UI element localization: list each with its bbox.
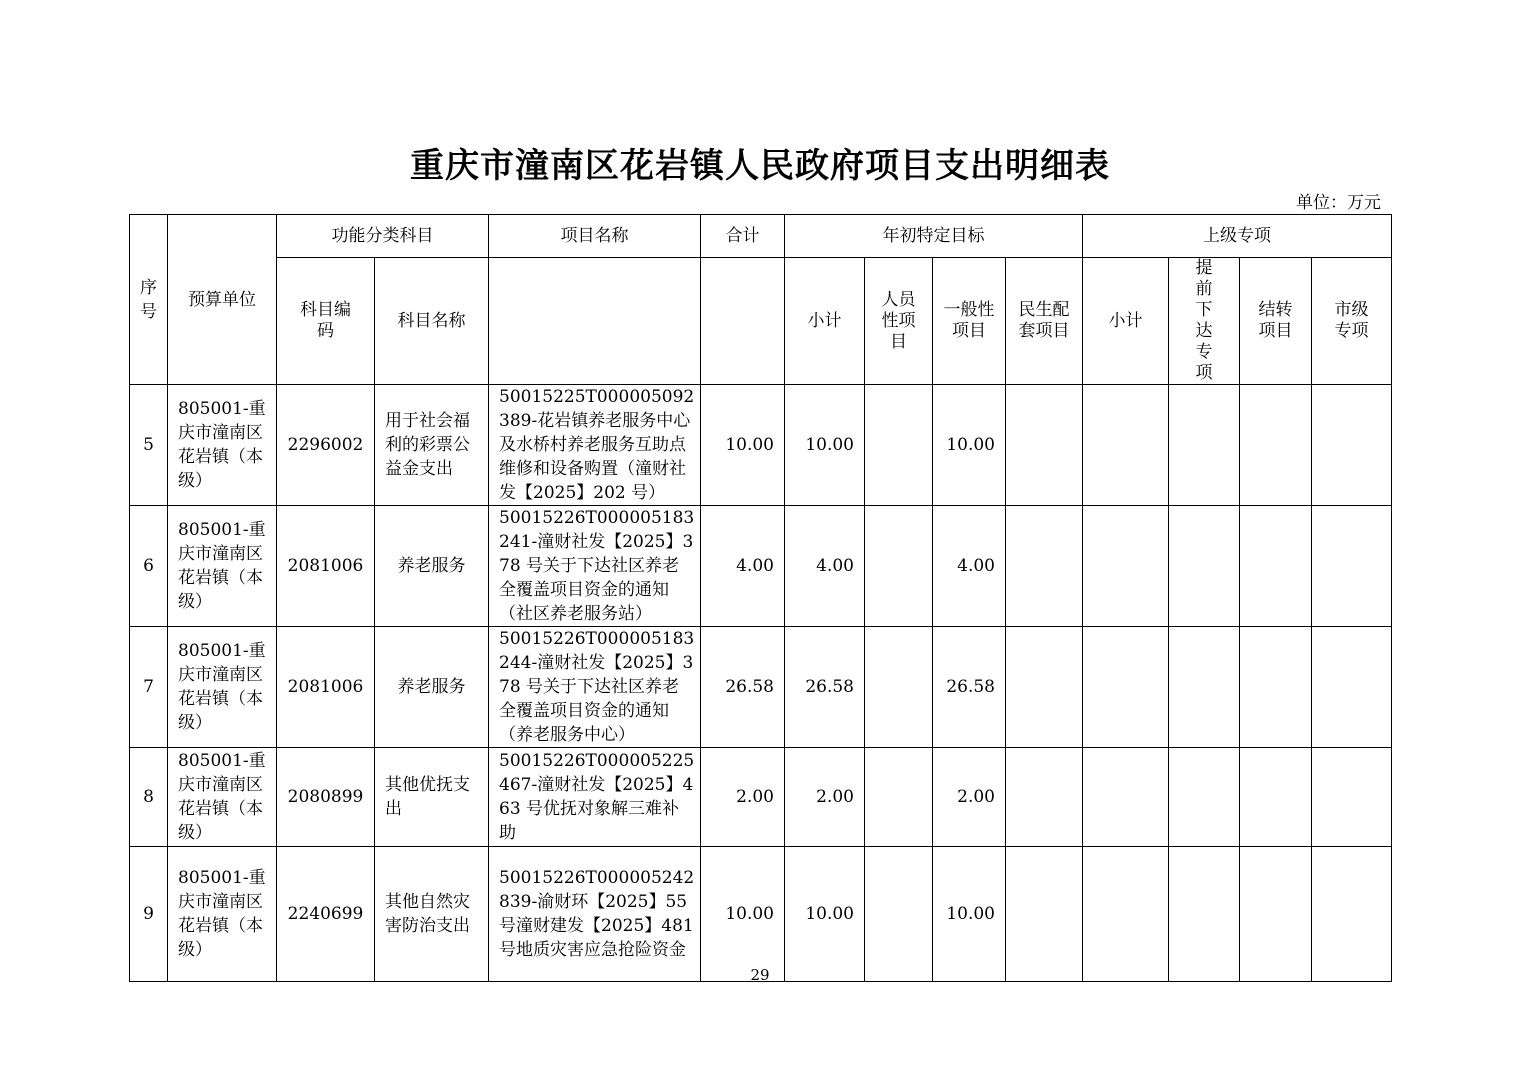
- cell-subject-code: 2240699: [277, 847, 375, 982]
- cell-sup-subtotal: [1083, 748, 1169, 847]
- cell-project-name: 50015225T000005092389-花岩镇养老服务中心及水桥村养老服务互助点维修和设备购置（潼财社发【2025】202 号）: [489, 385, 701, 506]
- cell-advance: [1169, 506, 1240, 627]
- cell-total: 4.00: [701, 506, 785, 627]
- cell-subject-code: 2081006: [277, 506, 375, 627]
- cell-subject-name: 养老服务: [375, 627, 489, 748]
- cell-seq: 7: [130, 627, 168, 748]
- cell-city: [1312, 748, 1392, 847]
- cell-sup-subtotal: [1083, 385, 1169, 506]
- cell-subject-name: 养老服务: [375, 506, 489, 627]
- cell-city: [1312, 506, 1392, 627]
- cell-project-name: 50015226T000005183241-潼财社发【2025】378 号关于下达社区养老全覆盖项目资金的通知（社区养老服务站）: [489, 506, 701, 627]
- header-subject-name: 科目名称: [375, 258, 489, 385]
- cell-city: [1312, 847, 1392, 982]
- cell-sup-subtotal: [1083, 506, 1169, 627]
- cell-advance: [1169, 627, 1240, 748]
- cell-livelihood: [1006, 385, 1083, 506]
- header-total-blank: [701, 258, 785, 385]
- cell-project-name: 50015226T000005225467-潼财社发【2025】463 号优抚对象解三难补助: [489, 748, 701, 847]
- unit-label: 单位：万元: [1296, 193, 1381, 213]
- cell-sup-subtotal: [1083, 847, 1169, 982]
- header-general: 一般性项目: [933, 258, 1006, 385]
- cell-personnel: [865, 748, 933, 847]
- header-personnel: 人员性项目: [865, 258, 933, 385]
- header-sup-subtotal: 小计: [1083, 258, 1169, 385]
- cell-budget-unit: 805001-重庆市潼南区花岩镇（本级）: [168, 506, 277, 627]
- table-row: [130, 847, 1392, 982]
- cell-seq: 8: [130, 748, 168, 847]
- cell-general: 26.58: [933, 627, 1006, 748]
- header-func-group: 功能分类科目: [277, 215, 489, 258]
- cell-livelihood: [1006, 506, 1083, 627]
- cell-carryover: [1240, 385, 1312, 506]
- cell-project-name: 50015226T000005242839-渝财环【2025】55 号潼财建发【2025】481 号地质灾害应急抢险资金: [489, 847, 701, 982]
- cell-carryover: [1240, 748, 1312, 847]
- cell-general: 10.00: [933, 847, 1006, 982]
- header-annual-subtotal: 小计: [785, 258, 865, 385]
- cell-subject-name: 其他自然灾害防治支出: [375, 847, 489, 982]
- cell-seq: 5: [130, 385, 168, 506]
- header-project-name: 项目名称: [489, 215, 701, 258]
- cell-carryover: [1240, 847, 1312, 982]
- table-row: [130, 627, 1392, 748]
- table-row: [130, 748, 1392, 847]
- page-title: 重庆市潼南区花岩镇人民政府项目支出明细表: [410, 146, 1110, 186]
- cell-subject-code: 2296002: [277, 385, 375, 506]
- header-row-2: [130, 258, 1392, 385]
- cell-general: 4.00: [933, 506, 1006, 627]
- cell-city: [1312, 627, 1392, 748]
- cell-personnel: [865, 847, 933, 982]
- cell-advance: [1169, 385, 1240, 506]
- cell-annual-subtotal: 10.00: [785, 385, 865, 506]
- cell-livelihood: [1006, 627, 1083, 748]
- cell-annual-subtotal: 2.00: [785, 748, 865, 847]
- cell-total: 10.00: [701, 847, 785, 982]
- cell-project-name: 50015226T000005183244-潼财社发【2025】378 号关于下达社区养老全覆盖项目资金的通知（养老服务中心）: [489, 627, 701, 748]
- header-seq: 序号: [130, 215, 168, 385]
- cell-carryover: [1240, 506, 1312, 627]
- header-total: 合计: [701, 215, 785, 258]
- cell-budget-unit: 805001-重庆市潼南区花岩镇（本级）: [168, 627, 277, 748]
- cell-livelihood: [1006, 847, 1083, 982]
- cell-carryover: [1240, 627, 1312, 748]
- cell-personnel: [865, 627, 933, 748]
- cell-livelihood: [1006, 748, 1083, 847]
- cell-subject-code: 2081006: [277, 627, 375, 748]
- cell-personnel: [865, 506, 933, 627]
- page-number: 29: [750, 966, 770, 984]
- header-superior-group: 上级专项: [1083, 215, 1392, 258]
- cell-subject-name: 其他优抚支出: [375, 748, 489, 847]
- cell-budget-unit: 805001-重庆市潼南区花岩镇（本级）: [168, 748, 277, 847]
- cell-budget-unit: 805001-重庆市潼南区花岩镇（本级）: [168, 385, 277, 506]
- cell-budget-unit: 805001-重庆市潼南区花岩镇（本级）: [168, 847, 277, 982]
- cell-seq: 6: [130, 506, 168, 627]
- cell-general: 2.00: [933, 748, 1006, 847]
- cell-personnel: [865, 385, 933, 506]
- header-row-1: [130, 215, 1392, 258]
- header-subject-code: 科目编码: [277, 258, 375, 385]
- table-row: [130, 506, 1392, 627]
- cell-subject-code: 2080899: [277, 748, 375, 847]
- cell-general: 10.00: [933, 385, 1006, 506]
- cell-city: [1312, 385, 1392, 506]
- cell-sup-subtotal: [1083, 627, 1169, 748]
- header-city: 市级专项: [1312, 258, 1392, 385]
- project-expense-table: [129, 214, 1392, 982]
- cell-annual-subtotal: 10.00: [785, 847, 865, 982]
- cell-seq: 9: [130, 847, 168, 982]
- header-project-name-blank: [489, 258, 701, 385]
- table-row: [130, 385, 1392, 506]
- cell-total: 2.00: [701, 748, 785, 847]
- cell-subject-name: 用于社会福利的彩票公益金支出: [375, 385, 489, 506]
- cell-total: 26.58: [701, 627, 785, 748]
- cell-advance: [1169, 748, 1240, 847]
- header-annual-group: 年初特定目标: [785, 215, 1083, 258]
- header-budget-unit: 预算单位: [168, 215, 277, 385]
- cell-advance: [1169, 847, 1240, 982]
- cell-total: 10.00: [701, 385, 785, 506]
- cell-annual-subtotal: 26.58: [785, 627, 865, 748]
- header-advance: 提前下达专项: [1169, 258, 1240, 385]
- header-carryover: 结转项目: [1240, 258, 1312, 385]
- cell-annual-subtotal: 4.00: [785, 506, 865, 627]
- header-livelihood: 民生配套项目: [1006, 258, 1083, 385]
